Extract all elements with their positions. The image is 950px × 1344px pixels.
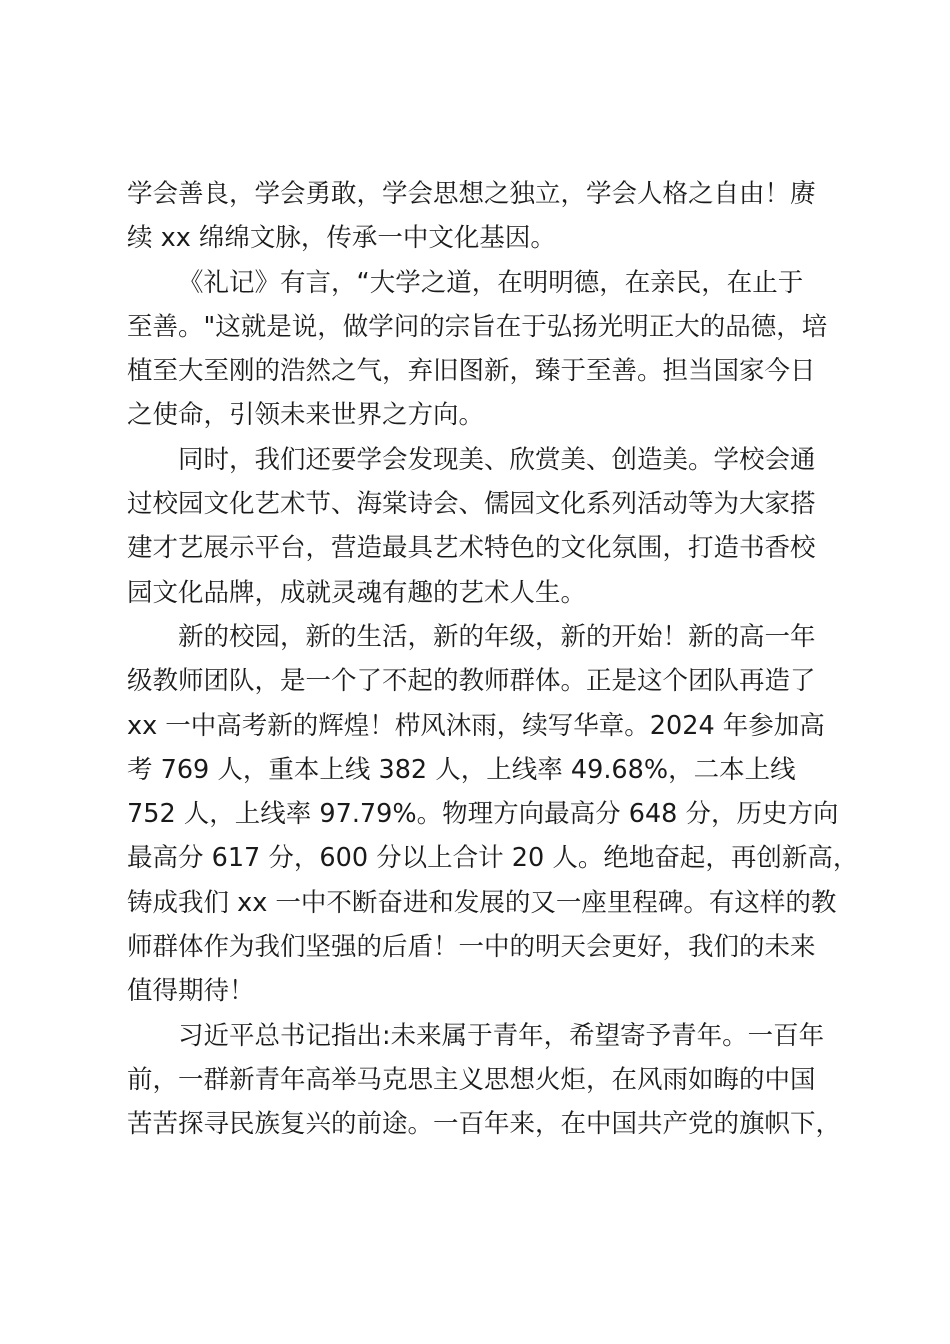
- paragraph-first-line: 习近平总书记指出:未来属于青年，希望寄予青年。一百年: [178, 1020, 825, 1051]
- text-line: 至善。"这就是说，做学问的宗旨在于弘扬光明正大的品德，培: [127, 311, 828, 342]
- text-line: 续 xx 绵绵文脉，传承一中文化基因。: [127, 223, 556, 254]
- text-line: 过校园文化艺术节、海棠诗会、儒园文化系列活动等为大家搭: [127, 489, 816, 520]
- text-line: 752 人，上线率 97.79%。物理方向最高分 648 分，历史方向: [127, 799, 839, 830]
- text-line: 级教师团队，是一个了不起的教师群体。正是这个团队再造了: [127, 666, 816, 697]
- text-line: 建才艺展示平台，营造最具艺术特色的文化氛围，打造书香校: [127, 533, 816, 564]
- text-line: xx 一中高考新的辉煌！栉风沐雨，续写华章。2024 年参加高: [127, 710, 825, 741]
- text-line: 苦苦探寻民族复兴的前途。一百年来，在中国共产党的旗帜下，: [127, 1109, 842, 1140]
- paragraph-first-line: 同时，我们还要学会发现美、欣赏美、创造美。学校会通: [178, 444, 816, 475]
- text-line: 前，一群新青年高举马克思主义思想火炬，在风雨如晦的中国: [127, 1064, 816, 1095]
- text-line: 学会善良，学会勇敢，学会思想之独立，学会人格之自由！赓: [127, 179, 816, 209]
- text-line: 铸成我们 xx 一中不断奋进和发展的又一座里程碑。有这样的教: [127, 887, 837, 918]
- text-line: 园文化品牌，成就灵魂有趣的艺术人生。: [127, 577, 587, 608]
- document-body: [127, 172, 859, 1147]
- text-line: 值得期待！: [127, 976, 255, 1007]
- text-line: 之使命，引领未来世界之方向。: [127, 400, 485, 431]
- text-line: 师群体作为我们坚强的后盾！一中的明天会更好，我们的未来: [127, 932, 816, 963]
- text-line: 植至大至刚的浩然之气，弃旧图新，臻于至善。担当国家今日: [127, 356, 816, 387]
- text-line: 考 769 人，重本上线 382 人，上线率 49.68%，二本上线: [127, 754, 796, 785]
- paragraph-first-line: 新的校园，新的生活，新的年级，新的开始！新的高一年: [178, 621, 816, 652]
- paragraph-first-line: 《礼记》有言，“大学之道，在明明德，在亲民，在止于: [178, 267, 804, 298]
- text-line: 最高分 617 分，600 分以上合计 20 人。绝地奋起，再创新高，: [127, 843, 859, 874]
